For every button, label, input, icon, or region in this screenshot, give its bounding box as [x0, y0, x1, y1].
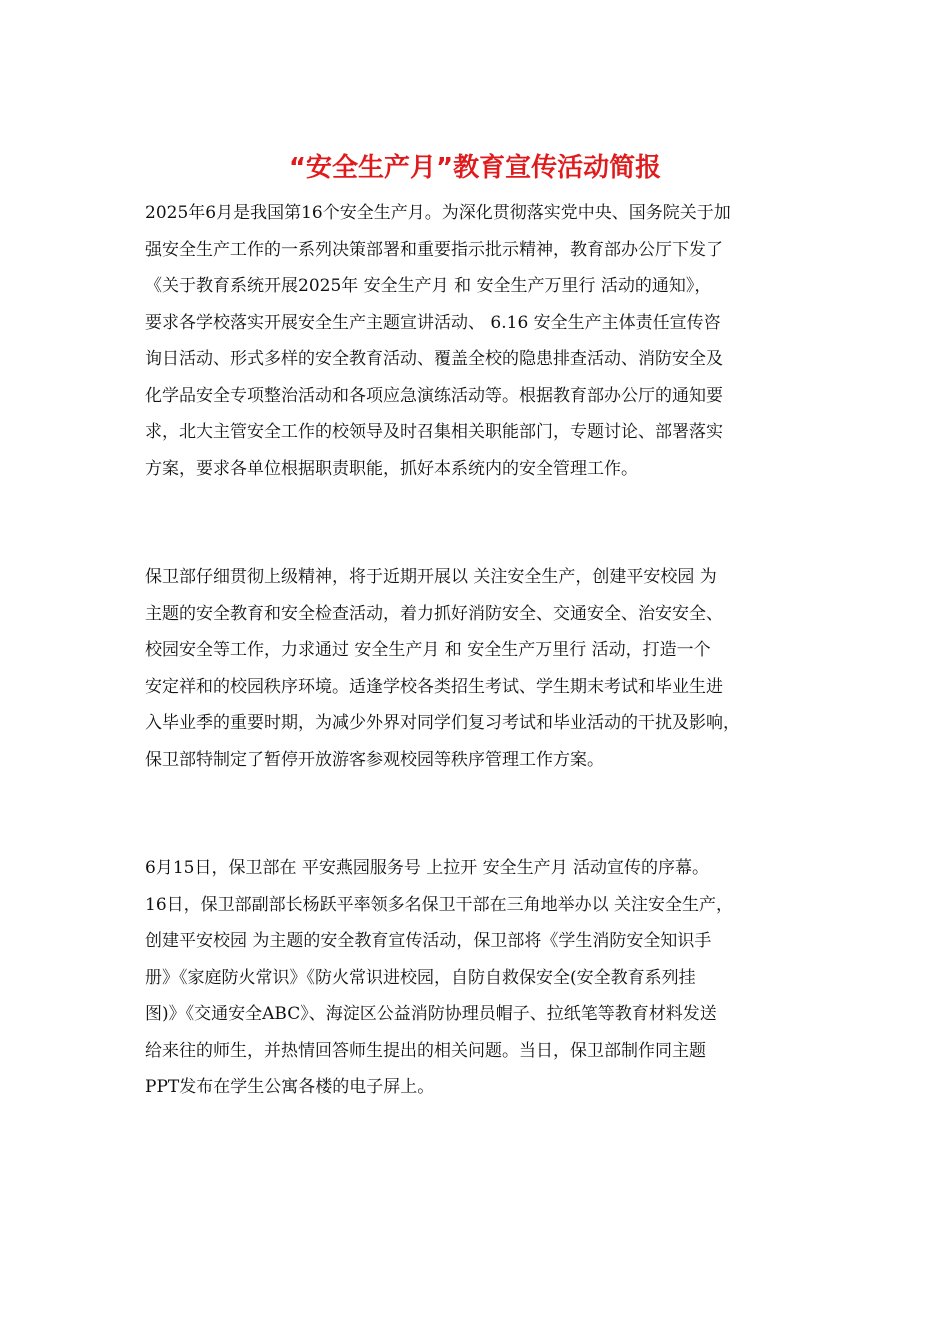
paragraph-line: 保卫部仔细贯彻上级精神，将于近期开展以 关注安全生产，创建平安校园 为: [145, 567, 717, 587]
paragraph-line: 图)》《交通安全ABC》、海淀区公益消防协理员帽子、拉纸笔等教育材料发送: [145, 1004, 717, 1024]
paragraph-line: 校园安全等工作，力求通过 安全生产月 和 安全生产万里行 活动，打造一个: [145, 640, 711, 660]
paragraph-line: 保卫部特制定了暂停开放游客参观校园等秩序管理工作方案。: [145, 749, 604, 770]
paragraph-line: 册》《家庭防火常识》《防火常识进校园，自防自救保安全(安全教育系列挂: [145, 967, 696, 988]
paragraph-line: 创建平安校园 为主题的安全教育宣传活动，保卫部将《学生消防安全知识手: [145, 931, 712, 951]
paragraph-line: 2025年6月是我国第16个安全生产月。为深化贯彻落实党中央、国务院关于加: [145, 203, 731, 223]
paragraph-line: 化学品安全专项整治活动和各项应急演练活动等。根据教育部办公厅的通知要: [145, 385, 723, 406]
paragraph-3: [145, 850, 810, 1106]
paragraph-line: 要求各学校落实开展安全生产主题宣讲活动、 6.16 安全生产主体责任宣传咨: [145, 312, 721, 333]
paragraph-line: 安定祥和的校园秩序环境。适逢学校各类招生考试、学生期末考试和毕业生进: [145, 676, 723, 697]
paragraph-line: 询日活动、形式多样的安全教育活动、覆盖全校的隐患排查活动、消防安全及: [145, 349, 723, 369]
document-title: “安全生产月”教育宣传活动简报: [288, 153, 662, 183]
paragraph-line: 求，北大主管安全工作的校领导及时召集相关职能部门，专题讨论、部署落实: [145, 422, 723, 442]
paragraph-2: [145, 559, 810, 778]
paragraph-line: 给来往的师生，并热情回答师生提出的相关问题。当日，保卫部制作同主题: [145, 1040, 706, 1061]
paragraph-line: 入毕业季的重要时期，为减少外界对同学们复习考试和毕业活动的干扰及影响，: [145, 713, 740, 733]
paragraph-line: 16日，保卫部副部长杨跃平率领多名保卫干部在三角地举办以 关注安全生产，: [145, 894, 734, 915]
paragraph-line: PPT发布在学生公寓各楼的电子屏上。: [145, 1077, 435, 1097]
paragraph-line: 6月15日，保卫部在 平安燕园服务号 上拉开 安全生产月 活动宣传的序幕。: [145, 858, 710, 878]
paragraph-1: [145, 195, 810, 487]
paragraph-line: 主题的安全教育和安全检查活动，着力抓好消防安全、交通安全、治安安全、: [145, 603, 723, 624]
paragraph-line: 《关于教育系统开展2025年 安全生产月 和 安全生产万里行 活动的通知》，: [145, 276, 712, 296]
paragraph-line: 方案，要求各单位根据职责职能，抓好本系统内的安全管理工作。: [145, 458, 638, 479]
paragraph-line: 强安全生产工作的一系列决策部署和重要指示批示精神，教育部办公厅下发了: [145, 239, 723, 260]
